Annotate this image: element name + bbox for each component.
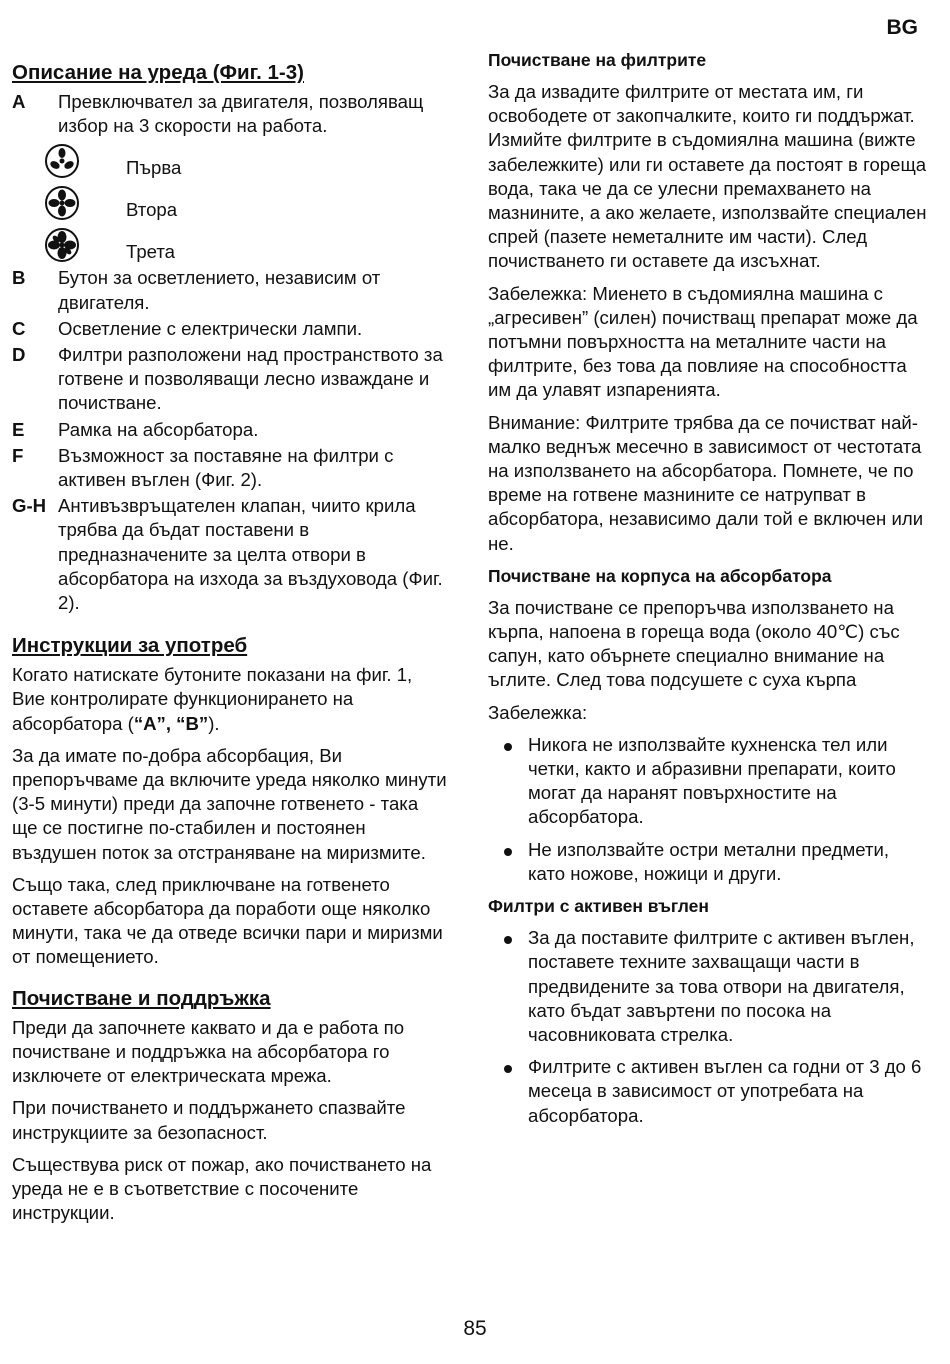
right-column bbox=[488, 48, 928, 1136]
item-text: Осветление с електрически лампи. bbox=[58, 317, 363, 339]
note-label: Забележка: bbox=[488, 701, 588, 723]
fan-speed-1-icon bbox=[44, 143, 80, 179]
speed-label: Трета bbox=[126, 241, 176, 263]
speed-row bbox=[44, 224, 448, 266]
section-title-body-cleaning: Почистване на корпуса на абсорбатора bbox=[488, 565, 832, 586]
section-usage bbox=[12, 633, 448, 969]
paragraph: Забележка: Миенето в съдомиялна машина с „агресивен” (силен) почистващ препарат може да потъмни повърхността на металните части на филтрите, без това да повлияе на способността им да улавят изпаренията. bbox=[488, 282, 918, 401]
section-title-filters: Почистване на филтрите bbox=[488, 50, 707, 70]
fan-speed-2-icon bbox=[44, 185, 80, 221]
item-letter: E bbox=[12, 418, 25, 440]
item-text: Антивъзвръщателен клапан, чиито крила трябва да бъдат поставени в предназначените за целта отвори в абсорбатора на изхода за въздуховода (Фиг. 2). bbox=[58, 495, 443, 614]
item-text: Превключвател за двигателя, позволяващ избор на 3 скорости на работа. bbox=[58, 91, 424, 137]
paragraph bbox=[12, 663, 448, 736]
speed-label: Първа bbox=[126, 157, 182, 179]
bullet-icon bbox=[488, 838, 528, 886]
speed-row bbox=[44, 140, 448, 182]
item-letter: B bbox=[12, 267, 26, 289]
list-item bbox=[488, 733, 928, 830]
list-item bbox=[488, 1055, 928, 1128]
list-item bbox=[12, 444, 448, 492]
list-item bbox=[12, 343, 448, 416]
item-text: Филтри разположени над пространството за готвене и позволяващи лесно изваждане и почистване. bbox=[58, 344, 443, 414]
item-text: Рамка на абсорбатора. bbox=[58, 418, 259, 440]
paragraph: За почистване се препоръчва използването на кърпа, напоена в гореща вода (около 40℃) със сапун, като обърнете специално внимание на ъглите. След това подсушете с суха кърпа bbox=[488, 596, 900, 691]
list-item bbox=[12, 494, 448, 615]
language-code: BG bbox=[886, 16, 918, 39]
section-title-cleaning: Почистване и поддръжка bbox=[12, 986, 271, 1010]
speed-label: Втора bbox=[126, 199, 178, 221]
item-text: Възможност за поставяне на филтри с активен въглен (Фиг. 2). bbox=[58, 444, 394, 491]
bullet-icon bbox=[488, 1055, 528, 1128]
item-letter: F bbox=[12, 444, 24, 466]
list-item bbox=[12, 317, 448, 341]
list-item bbox=[12, 266, 448, 314]
section-title-carbon-filters: Филтри с активен въглен bbox=[488, 896, 709, 917]
paragraph: За да извадите филтрите от местата им, ги освободете от закопчалките, които ги поддържат. Измийте филтрите в съдомиялна машина (вижте забележките) или ги оставете да постоят в гореща вода, така че да се улесни премахването на мазнините, а ако желаете, използвайте специален спрей (пазете неметалните им части). След почистването ги оставете да изсъхнат. bbox=[488, 81, 927, 272]
paragraph-text: ). bbox=[208, 712, 220, 734]
button-refs: “A”, “B” bbox=[133, 712, 209, 734]
bullet-text: За да поставите филтрите с активен въглен, поставете техните захващащи части в предвидените за това отвори на двигателя, като бъдат завъртени по посока на часовниковата стрелка. bbox=[528, 927, 915, 1045]
page-number: 85 bbox=[463, 1317, 487, 1340]
section-title-usage: Инструкции за употреб bbox=[12, 634, 248, 658]
left-column bbox=[12, 60, 448, 1233]
paragraph: При почистването и поддържането спазвайте инструкциите за безопасност. bbox=[12, 1097, 406, 1143]
paragraph: Също така, след приключване на готвенето оставете абсорбатора да поработи още няколко минути, така че да отведе всички пари и миризми от помещението. bbox=[12, 873, 443, 968]
bullet-text: Никога не използвайте кухненска тел или четки, както и абразивни препарати, които могат да наранят повърхностите на абсорбатора. bbox=[528, 733, 896, 828]
paragraph: За да имате по-добра абсорбация, Ви препоръчваме да включите уреда няколко минути (3-5 минути) преди да започне готвенето - така ще се постигне по-стабилен и постоянен въздушен поток за отстраняване на миризмите. bbox=[12, 744, 447, 863]
list-item bbox=[488, 926, 928, 1047]
item-letter: A bbox=[12, 91, 26, 112]
list-item bbox=[12, 90, 448, 138]
item-letter: D bbox=[12, 344, 26, 366]
paragraph: Съществува риск от пожар, ако почистването на уреда не е в съответствие с посочените инструкции. bbox=[12, 1153, 432, 1224]
item-text: Бутон за осветлението, независим от двигателя. bbox=[58, 267, 381, 313]
speed-row bbox=[44, 182, 448, 224]
item-letter: G-H bbox=[12, 495, 47, 517]
paragraph-text: Когато натискате бутоните показани на фиг. 1, Вие контролирате функционирането на абсорбатора ( bbox=[12, 664, 413, 734]
paragraph: Внимание: Филтрите трябва да се почистват най-малко веднъж месечно в зависимост от честотата на използването на абсорбатора. Помнете, че по време на готвене мазнините се натрупват в абсорбатора, независимо дали той е включен или не. bbox=[488, 411, 924, 554]
fan-speed-3-icon bbox=[44, 227, 80, 263]
list-item bbox=[12, 418, 448, 442]
bullet-icon bbox=[488, 733, 528, 830]
paragraph: Преди да започнете каквато и да е работа по почистване и поддръжка на абсорбатора го изключете от електрическата мрежа. bbox=[12, 1016, 405, 1087]
item-letter: C bbox=[12, 317, 26, 339]
bullet-text: Не използвайте остри метални предмети, като ножове, ножици и други. bbox=[528, 838, 890, 884]
bullet-icon bbox=[488, 926, 528, 1047]
bullet-text: Филтрите с активен въглен са годни от 3 до 6 месеца в зависимост от употребата на абсорбатора. bbox=[528, 1056, 922, 1126]
section-title-description: Описание на уреда (Фиг. 1-3) bbox=[12, 61, 304, 84]
section-cleaning bbox=[12, 986, 448, 1226]
list-item bbox=[488, 838, 928, 886]
